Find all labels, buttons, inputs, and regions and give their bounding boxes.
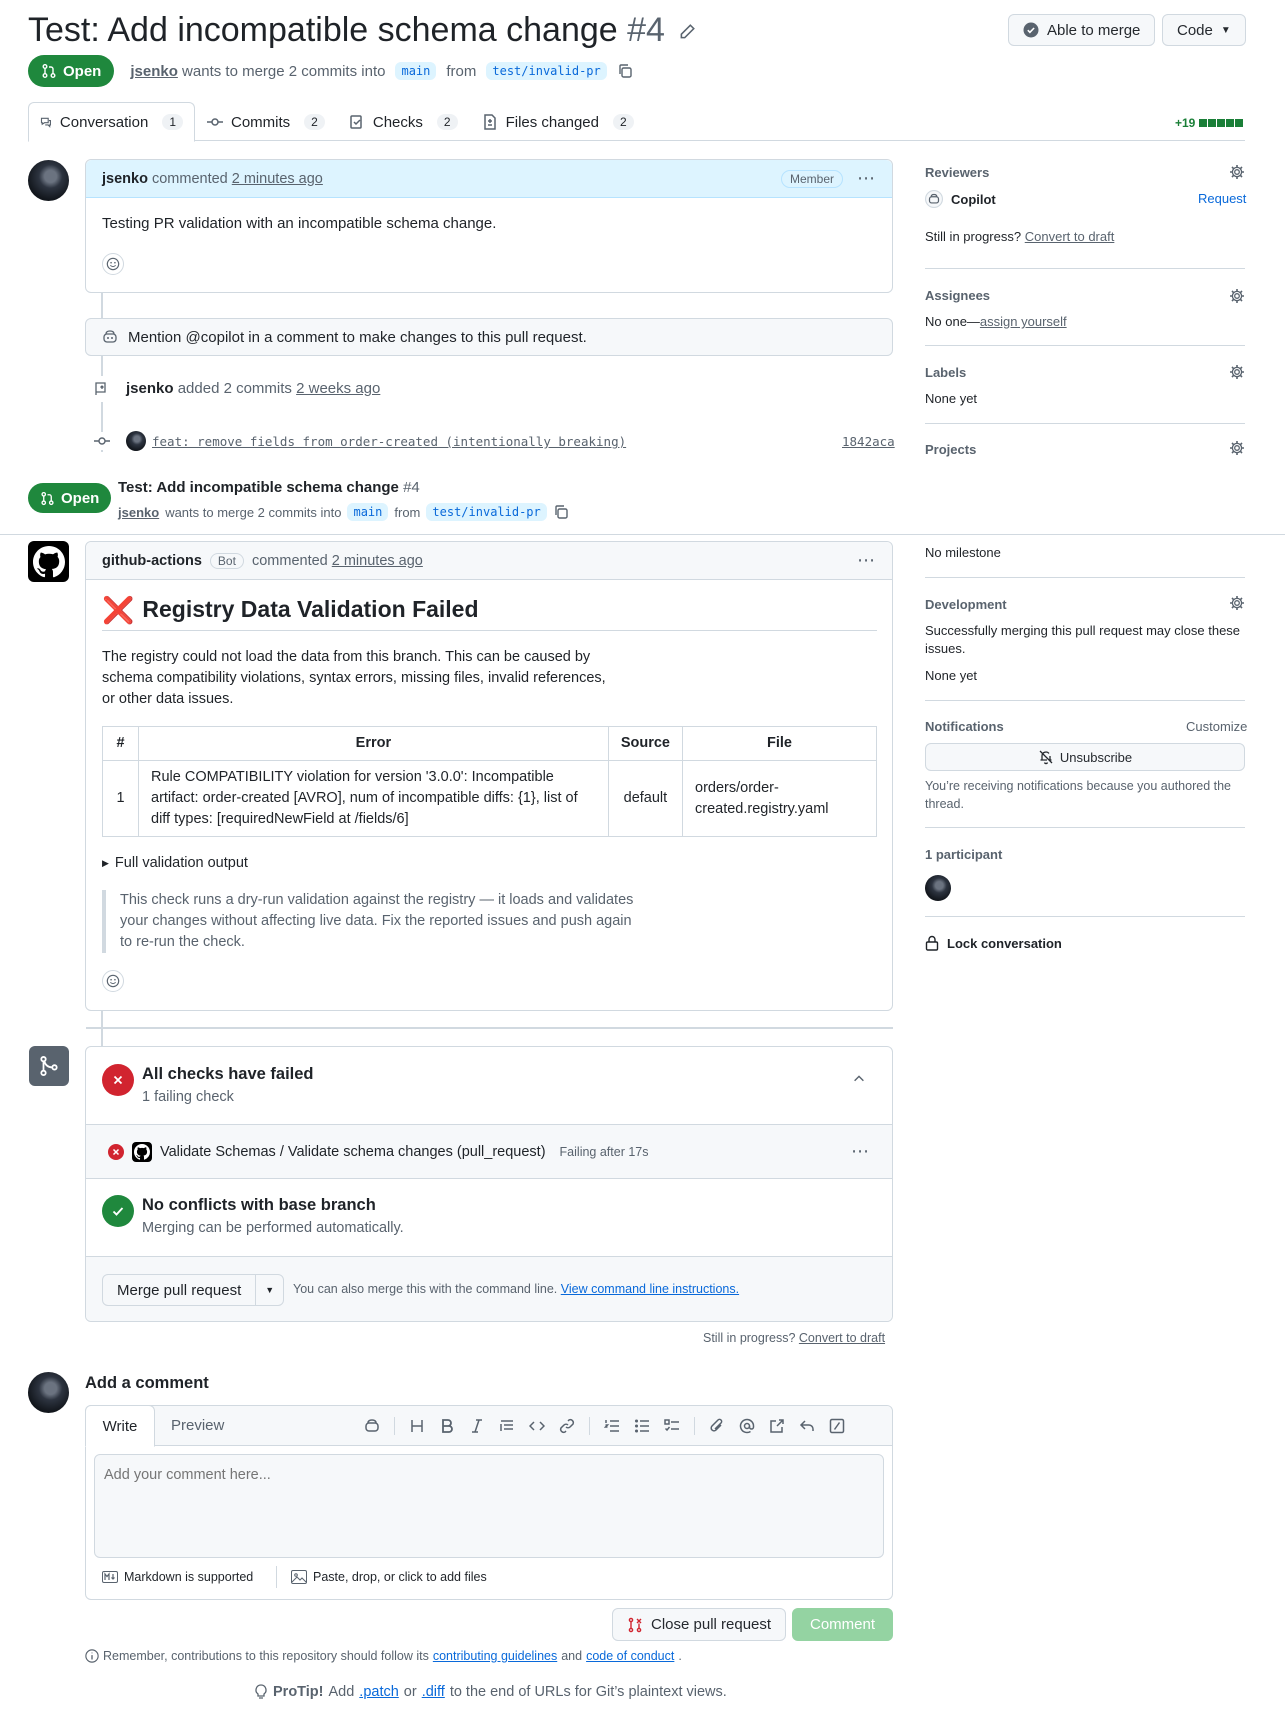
check-circle-icon	[102, 1195, 134, 1227]
sticky-header	[28, 483, 111, 513]
cell-file	[683, 761, 877, 837]
reviewer-copilot	[925, 190, 996, 208]
sidebar-convert-draft-link[interactable]: Convert to draft	[1024, 229, 1115, 244]
page-title	[28, 8, 696, 52]
triangle-right-icon: ▶	[102, 857, 109, 868]
bot-time[interactable]: 2 minutes ago	[331, 552, 423, 569]
chevron-down-icon: ▼	[1220, 24, 1231, 36]
para-line: The registry could not load the data from this branch. This can be caused by	[102, 649, 591, 665]
sticky-merge-text: wants to merge 2 commits into	[165, 504, 342, 520]
merge-button-group	[102, 1274, 284, 1306]
head-branch[interactable]: test/invalid-pr	[486, 62, 606, 80]
tabs	[28, 102, 646, 142]
timeline-line	[101, 292, 103, 452]
sticky-divider	[0, 534, 1285, 535]
code-of-conduct-link[interactable]: code of conduct	[586, 1649, 675, 1663]
status-badge	[28, 55, 114, 87]
dev-text-line: Successfully merging this pull request may close these	[925, 623, 1241, 638]
protip-rest: to the end of URLs for Git’s plaintext views.	[449, 1684, 727, 1700]
still-progress-text: Still in progress?	[703, 1331, 796, 1345]
sticky-number: #4	[403, 479, 420, 496]
commits-event	[126, 380, 380, 397]
tab-preview[interactable]: Preview	[171, 1417, 225, 1434]
sidebar-divider	[925, 700, 1245, 701]
sidebar-divider	[925, 827, 1245, 828]
notif-text-line: thread.	[925, 797, 964, 811]
assignees-value	[925, 314, 1067, 329]
table-row	[103, 761, 877, 837]
tab-commits[interactable]	[195, 102, 337, 142]
gear-icon[interactable]	[1229, 164, 1245, 180]
pr-title: Test: Add incompatible schema change	[28, 11, 618, 49]
quote-icon[interactable]	[499, 1418, 515, 1434]
markdown-icon	[102, 1571, 118, 1583]
cell-source: default	[608, 761, 682, 837]
unsubscribe-label: Unsubscribe	[1059, 749, 1133, 765]
file-line: created.registry.yaml	[695, 800, 829, 817]
th-source: Source	[608, 727, 682, 761]
request-review-link[interactable]: Request	[1198, 191, 1247, 206]
para-line: schema compatibility violations, syntax errors, missing files, invalid references,	[102, 670, 606, 686]
sidebar-draft-note	[925, 229, 1114, 244]
quote-line: This check runs a dry-run validation against the registry — it loads and validates	[120, 892, 634, 908]
conflicts-subtitle: Merging can be performed automatically.	[142, 1220, 404, 1236]
file-diff-icon	[482, 114, 498, 130]
lightbulb-icon	[254, 1684, 268, 1700]
check-row[interactable]	[86, 1124, 892, 1179]
bold-icon[interactable]	[439, 1418, 455, 1434]
slash-commands-icon[interactable]	[829, 1418, 845, 1434]
tab-conversation[interactable]	[28, 102, 195, 142]
copilot-icon	[925, 190, 943, 208]
paperclip-icon[interactable]	[709, 1418, 725, 1434]
error-table	[102, 726, 877, 837]
avatar[interactable]	[28, 160, 69, 201]
pr-meta	[28, 55, 633, 87]
checklist-icon	[349, 114, 365, 130]
copy-icon[interactable]	[553, 504, 569, 520]
pr-number: #4	[627, 11, 665, 49]
sidebar-divider	[925, 577, 1245, 578]
development-heading: Development	[925, 597, 1007, 612]
smiley-icon[interactable]	[102, 253, 124, 275]
quote-line: your changes without affecting live data. Fix the reported issues and push again	[120, 913, 632, 929]
participants-heading: 1 participant	[925, 847, 1003, 862]
heading-icon[interactable]	[409, 1418, 425, 1434]
kebab-menu-icon[interactable]: ⋯	[857, 550, 876, 570]
github-logo-avatar[interactable]	[28, 541, 69, 582]
lock-conversation[interactable]	[925, 935, 1062, 951]
comment-textarea[interactable]	[94, 1454, 884, 1558]
reply-icon[interactable]	[799, 1418, 815, 1434]
event-text: added 2 commits	[177, 380, 292, 397]
lock-label: Lock conversation	[947, 935, 1062, 951]
development-none: None yet	[925, 668, 978, 683]
bot-comment-header	[86, 542, 892, 580]
checks-title: All checks have failed	[142, 1065, 314, 1083]
assignees-heading: Assignees	[925, 288, 991, 303]
sticky-from-text: from	[394, 504, 421, 520]
markdown-text: Markdown is supported	[124, 1570, 254, 1584]
comment-editor	[85, 1405, 893, 1600]
copilot-notice-text: Mention @copilot in a comment to make changes to this pull request.	[128, 328, 587, 346]
copilot-icon	[102, 329, 118, 345]
sticky-meta	[118, 503, 569, 521]
commit-message[interactable]: feat: remove fields from order-created (intentionally breaking)	[152, 434, 627, 449]
bot-heading-text: Registry Data Validation Failed	[142, 596, 479, 622]
tab-count: 2	[613, 114, 634, 130]
cli-link[interactable]: View command line instructions.	[560, 1282, 740, 1296]
th-file: File	[683, 727, 877, 761]
blockquote	[102, 890, 633, 953]
convert-to-draft-link[interactable]: Convert to draft	[798, 1331, 886, 1345]
notifications-heading: Notifications	[925, 719, 1004, 734]
commit-sha[interactable]: 1842aca	[842, 434, 895, 449]
notif-text-line: You’re receiving notifications because you authored the	[925, 779, 1231, 793]
sticky-title-text: Test: Add incompatible schema change	[118, 479, 399, 496]
sticky-title	[118, 479, 420, 496]
tab-checks[interactable]	[337, 102, 470, 142]
quote-line: to re-run the check.	[120, 934, 245, 950]
sidebar-still-progress: Still in progress?	[925, 229, 1022, 244]
github-actions-icon	[132, 1142, 152, 1162]
conflicts-title: No conflicts with base branch	[142, 1196, 376, 1214]
code-icon[interactable]	[529, 1418, 545, 1434]
assign-yourself-link[interactable]: assign yourself	[979, 314, 1067, 329]
tab-files-changed[interactable]	[470, 102, 646, 142]
sidebar-divider	[925, 423, 1245, 424]
protip-label: ProTip!	[273, 1684, 324, 1700]
heading-rule	[102, 630, 877, 631]
author-link[interactable]: jsenko	[130, 62, 178, 80]
bot-author[interactable]: github-actions	[102, 552, 202, 569]
cross-reference-icon[interactable]	[769, 1418, 785, 1434]
check-name: Validate Schemas / Validate schema changes (pull_request)	[160, 1143, 546, 1160]
notifications-text	[925, 777, 1231, 813]
sticky-head-branch[interactable]: test/invalid-pr	[426, 503, 546, 521]
checks-subtitle: 1 failing check	[142, 1089, 234, 1105]
paste-text: Paste, drop, or click to add files	[313, 1570, 487, 1584]
table-header-row	[103, 727, 877, 761]
comment-author[interactable]: jsenko	[102, 170, 148, 187]
th-error: Error	[139, 727, 609, 761]
numbered-list-icon[interactable]	[604, 1418, 620, 1434]
tab-count: 1	[162, 114, 183, 130]
commit-icon	[90, 432, 114, 450]
mention-icon[interactable]	[739, 1418, 755, 1434]
pr-closed-icon	[627, 1617, 643, 1633]
footer-divider	[276, 1566, 277, 1588]
tab-count: 2	[437, 114, 458, 130]
kebab-menu-icon[interactable]: ⋯	[851, 1141, 870, 1161]
copy-icon[interactable]	[617, 63, 633, 79]
file-line: orders/order-	[695, 779, 779, 796]
role-badge: Member	[781, 170, 843, 188]
error-line: artifact: order-created [AVRO], num of incompatible diffs: {1}, list of	[151, 790, 578, 806]
task-list-icon[interactable]	[664, 1418, 680, 1434]
github-logo-icon	[33, 546, 65, 578]
smiley-icon[interactable]	[102, 970, 124, 992]
bot-heading	[102, 596, 892, 623]
bulleted-list-icon[interactable]	[634, 1418, 650, 1434]
tab-label: Commits	[231, 113, 291, 131]
sidebar-divider	[925, 268, 1245, 269]
avatar[interactable]	[28, 1372, 69, 1413]
bell-slash-icon	[1038, 749, 1054, 765]
tab-write[interactable]: Write	[85, 1405, 155, 1447]
base-branch[interactable]: main	[395, 62, 436, 80]
gear-icon[interactable]	[1229, 288, 1245, 304]
able-to-merge-button[interactable]	[1008, 14, 1155, 46]
reviewer-name[interactable]: Copilot	[951, 191, 996, 207]
remember-text: Remember, contributions to this repository should follow its	[103, 1649, 429, 1663]
sticky-status-badge	[28, 483, 111, 513]
protip	[254, 1684, 727, 1700]
participant-avatar[interactable]	[925, 875, 951, 901]
image-icon	[291, 1570, 307, 1584]
comment-time[interactable]: 2 minutes ago	[231, 170, 323, 187]
tab-label: Conversation	[59, 113, 149, 131]
status-label: Open	[61, 489, 100, 507]
bot-badge: Bot	[210, 553, 244, 569]
unsubscribe-button[interactable]	[925, 743, 1245, 771]
gear-icon[interactable]	[1229, 440, 1245, 456]
red-x-icon: ❌	[102, 594, 135, 625]
copilot-icon[interactable]	[364, 1418, 380, 1434]
tab-label: Checks	[372, 113, 423, 131]
merge-pull-request-button[interactable]: Merge pull request	[103, 1275, 256, 1305]
diffstat-additions: +19	[1175, 116, 1196, 130]
comment-icon	[40, 114, 52, 130]
add-comment-heading: Add a comment	[85, 1374, 209, 1392]
code-button-label: Code	[1177, 21, 1213, 39]
comment-header	[86, 160, 892, 198]
x-circle-icon	[102, 1064, 134, 1096]
comment-box	[85, 159, 893, 293]
comment-body: Testing PR validation with an incompatible schema change.	[102, 215, 497, 232]
cell-num: 1	[103, 761, 139, 837]
check-status: Failing after 17s	[559, 1144, 649, 1159]
customize-link[interactable]: Customize	[1186, 719, 1248, 734]
still-in-progress	[703, 1331, 885, 1345]
lock-icon	[925, 935, 939, 951]
protip-add: Add	[328, 1684, 355, 1700]
sidebar-divider	[925, 916, 1245, 917]
comment-action: commented	[151, 170, 228, 187]
th-num: #	[103, 727, 139, 761]
failed-check-icon	[108, 1144, 124, 1160]
comment-button[interactable]: Comment	[792, 1608, 893, 1641]
kebab-menu-icon[interactable]: ⋯	[857, 168, 876, 188]
tab-count: 2	[304, 114, 325, 130]
pencil-icon[interactable]	[678, 23, 696, 41]
diffstat-blocks	[1199, 119, 1243, 127]
from-text: from	[446, 62, 477, 80]
pull-request-icon	[40, 491, 55, 506]
timeline-break	[86, 1027, 893, 1029]
event-time[interactable]: 2 weeks ago	[296, 380, 381, 397]
labels-heading: Labels	[925, 365, 967, 380]
projects-heading: Projects	[925, 442, 977, 457]
copilot-notice	[85, 318, 893, 356]
labels-value: None yet	[925, 391, 978, 406]
contributing-guidelines-link[interactable]: contributing guidelines	[432, 1649, 558, 1663]
protip-or: or	[403, 1684, 417, 1700]
reviewers-heading: Reviewers	[925, 165, 990, 180]
bot-comment-box	[85, 541, 893, 1011]
merge-dropdown-caret-icon[interactable]: ▼	[265, 1285, 275, 1295]
contribution-notice: Remember, contributions to this repository should follow its contributing guidelines and code of conduct .	[85, 1649, 682, 1663]
chevron-up-icon[interactable]	[852, 1072, 866, 1089]
error-line: Rule COMPATIBILITY violation for version '3.0.0': Incompatible	[151, 769, 554, 785]
markdown-supported[interactable]	[102, 1570, 253, 1584]
able-to-merge-label: Able to merge	[1047, 21, 1141, 39]
status-label: Open	[63, 62, 102, 80]
gear-icon[interactable]	[1229, 595, 1245, 611]
code-button[interactable]	[1162, 14, 1246, 46]
git-merge-icon	[29, 1046, 69, 1086]
sticky-base-branch[interactable]: main	[347, 503, 388, 521]
diff-link[interactable]: .diff	[421, 1684, 445, 1700]
info-icon	[85, 1649, 99, 1663]
sticky-author[interactable]: jsenko	[118, 504, 160, 520]
toolbar-icons	[364, 1417, 845, 1435]
italic-icon[interactable]	[469, 1418, 485, 1434]
details-summary[interactable]	[102, 855, 248, 871]
dev-text-line: issues.	[925, 641, 966, 656]
bot-action: commented	[251, 552, 328, 569]
para-line: or other data issues.	[102, 691, 234, 707]
close-pr-label: Close pull request	[651, 1616, 772, 1633]
check-circle-icon	[1023, 22, 1039, 38]
gear-icon[interactable]	[1229, 364, 1245, 380]
cli-hint	[293, 1282, 739, 1296]
tab-label: Files changed	[505, 113, 599, 131]
development-text	[925, 622, 1240, 658]
close-pull-request-button[interactable]	[612, 1608, 786, 1641]
bot-paragraph	[102, 647, 606, 710]
merge-text: wants to merge 2 commits into	[182, 62, 386, 80]
error-line: diff types: [requiredNewField at /fields/6]	[151, 811, 409, 827]
cli-text: You can also merge this with the command line.	[293, 1282, 558, 1296]
diffstat	[1175, 116, 1243, 130]
and-text: and	[561, 1649, 583, 1663]
milestone-value: No milestone	[925, 545, 1001, 560]
commit-icon	[207, 114, 223, 130]
attach-files[interactable]	[291, 1570, 487, 1584]
repo-push-icon	[88, 376, 114, 402]
merge-box	[85, 1046, 893, 1322]
commit-avatar[interactable]	[126, 431, 146, 451]
cell-error	[139, 761, 609, 837]
details-label: Full validation output	[114, 855, 248, 871]
patch-link[interactable]: .patch	[359, 1684, 399, 1700]
assignees-none: No one—	[925, 314, 980, 329]
link-icon[interactable]	[559, 1418, 575, 1434]
pull-request-icon	[41, 63, 57, 79]
sidebar-divider	[925, 345, 1245, 346]
event-author[interactable]: jsenko	[126, 380, 174, 397]
